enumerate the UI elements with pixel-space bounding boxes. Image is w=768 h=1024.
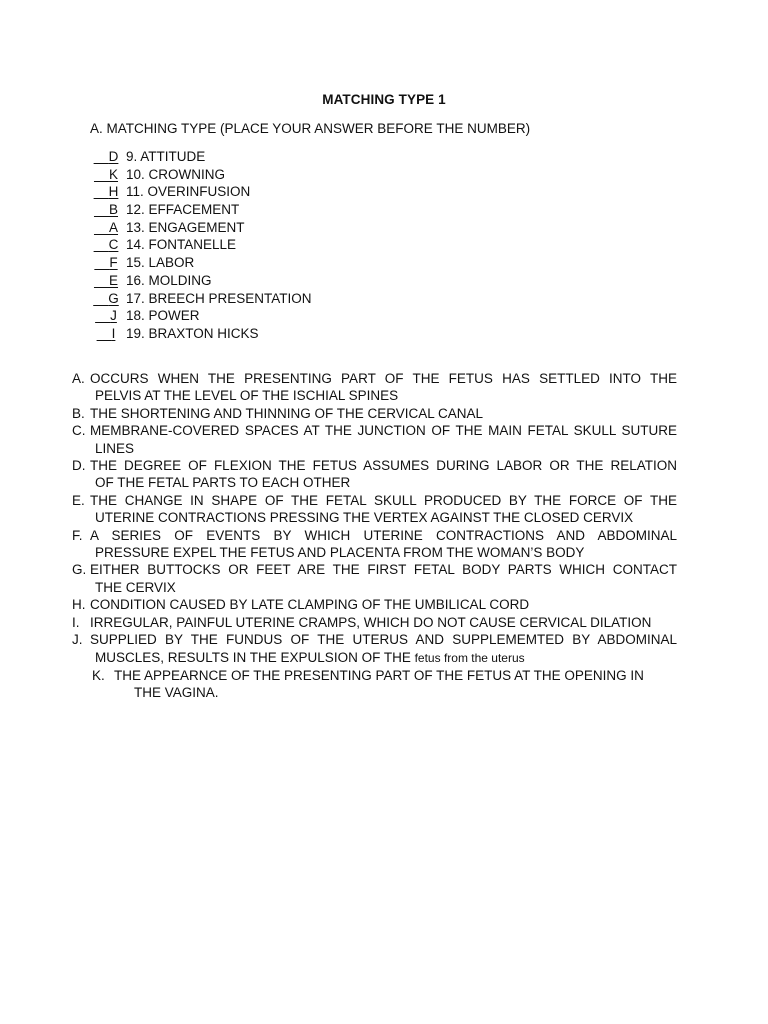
choice-text-line1: OCCURS WHEN THE PRESENTING PART OF THE FETUS HAS SETTLED INTO THE bbox=[90, 371, 677, 386]
choice-text-line2: OF THE FETAL PARTS TO EACH OTHER bbox=[95, 475, 351, 491]
choice-text-line1: THE SHORTENING AND THINNING OF THE CERVICAL CANAL bbox=[90, 405, 484, 421]
choice-letter: C. bbox=[72, 423, 86, 439]
answer-item-label: 12. EFFACEMENT bbox=[126, 202, 240, 218]
choice-letter: K. bbox=[92, 667, 105, 683]
choice-letter: J. bbox=[72, 632, 83, 648]
answer-blank: __ G bbox=[90, 290, 122, 308]
choice-letter: A. bbox=[72, 371, 85, 386]
choice-letter: G. bbox=[72, 562, 87, 578]
answer-row bbox=[90, 236, 312, 254]
answer-item-label: 13. ENGAGEMENT bbox=[126, 219, 245, 235]
choice-letter: F. bbox=[72, 527, 83, 543]
choice-letter: B. bbox=[72, 405, 85, 421]
choice-item-d bbox=[72, 457, 677, 492]
choice-letter: I. bbox=[72, 614, 80, 630]
answer-blank: __ B bbox=[90, 201, 122, 219]
answer-row bbox=[90, 183, 312, 201]
choice-text-line1: A SERIES OF EVENTS BY WHICH UTERINE CONTRACTIONS AND ABDOMINAL bbox=[90, 527, 677, 543]
page-title: MATCHING TYPE 1 bbox=[322, 92, 446, 107]
answer-row bbox=[90, 148, 312, 166]
answer-row bbox=[90, 166, 312, 184]
answer-blank: __ J bbox=[90, 307, 122, 325]
choice-item-e bbox=[72, 492, 677, 527]
choice-item-a bbox=[72, 370, 677, 405]
choice-text-line1: THE CHANGE IN SHAPE OF THE FETAL SKULL PRODUCED BY THE FORCE OF THE bbox=[90, 492, 677, 508]
answer-blank: __ I bbox=[90, 325, 122, 343]
choice-text-line1: THE APPEARNCE OF THE PRESENTING PART OF THE FETUS AT THE OPENING IN bbox=[114, 667, 644, 683]
answer-item-label: 11. OVERINFUSION bbox=[126, 184, 251, 200]
answer-item-label: 15. LABOR bbox=[126, 255, 195, 271]
choice-text-line1: EITHER BUTTOCKS OR FEET ARE THE FIRST FETAL BODY PARTS WHICH CONTACT bbox=[90, 562, 677, 578]
choice-text-line1: CONDITION CAUSED BY LATE CLAMPING OF THE UMBILICAL CORD bbox=[90, 597, 530, 613]
choice-item-h bbox=[72, 596, 677, 613]
choice-text-line2: PRESSURE EXPEL THE FETUS AND PLACENTA FROM THE WOMAN’S BODY bbox=[95, 545, 585, 561]
answer-blank: __ A bbox=[90, 219, 122, 237]
choice-text-line2: THE VAGINA. bbox=[134, 685, 219, 701]
answer-item-label: 14. FONTANELLE bbox=[126, 237, 237, 253]
answer-item-label: 18. POWER bbox=[126, 308, 200, 324]
choice-text-line1: SUPPLIED BY THE FUNDUS OF THE UTERUS AND SUPPLEMEMTED BY ABDOMINAL bbox=[90, 632, 677, 648]
choice-text-line1: IRREGULAR, PAINFUL UTERINE CRAMPS, WHICH DO NOT CAUSE CERVICAL DILATION bbox=[90, 614, 652, 630]
choice-item-f bbox=[72, 527, 677, 562]
choice-list bbox=[72, 370, 677, 702]
answer-item-label: 16. MOLDING bbox=[126, 272, 212, 288]
answer-list bbox=[90, 148, 312, 343]
answer-blank: __ D bbox=[90, 148, 122, 166]
answer-item-label: 19. BRAXTON HICKS bbox=[126, 325, 259, 341]
choice-text-line1: MEMBRANE-COVERED SPACES AT THE JUNCTION OF THE MAIN FETAL SKULL SUTURE bbox=[90, 423, 677, 439]
answer-blank: __ C bbox=[90, 236, 122, 254]
answer-item-label: 9. ATTITUDE bbox=[126, 149, 206, 164]
choice-text-line2: UTERINE CONTRACTIONS PRESSING THE VERTEX AGAINST THE CLOSED CERVIX bbox=[95, 510, 634, 526]
choice-item-j bbox=[72, 631, 677, 667]
answer-blank: __ H bbox=[90, 183, 122, 201]
answer-item-label: 10. CROWNING bbox=[126, 166, 226, 182]
choice-text-line2: LINES bbox=[95, 440, 135, 456]
answer-row bbox=[90, 254, 312, 272]
choice-text-line2: PELVIS AT THE LEVEL OF THE ISCHIAL SPINES bbox=[95, 388, 399, 404]
choice-text-line1: THE DEGREE OF FLEXION THE FETUS ASSUMES DURING LABOR OR THE RELATION bbox=[90, 458, 677, 474]
choice-item-g bbox=[72, 561, 677, 596]
answer-row bbox=[90, 219, 312, 237]
answer-row bbox=[90, 201, 312, 219]
choice-text-line2-tail: fetus from the uterus bbox=[414, 650, 525, 665]
answer-blank: __ K bbox=[90, 166, 122, 184]
answer-blank: __ E bbox=[90, 272, 122, 290]
answer-blank: __ F bbox=[90, 254, 122, 272]
answer-row bbox=[90, 272, 312, 290]
choice-letter: D. bbox=[72, 458, 86, 474]
choice-letter: H. bbox=[72, 597, 86, 613]
answer-item-label: 17. BREECH PRESENTATION bbox=[126, 290, 312, 306]
choice-item-k bbox=[72, 667, 677, 702]
choice-item-c bbox=[72, 422, 677, 457]
choice-item-b bbox=[72, 405, 677, 422]
instruction-text: A. MATCHING TYPE (PLACE YOUR ANSWER BEFORE THE NUMBER) bbox=[90, 121, 531, 136]
answer-row bbox=[90, 290, 312, 308]
choice-item-i bbox=[72, 614, 677, 631]
choice-text-line2 bbox=[72, 649, 677, 667]
answer-row bbox=[90, 325, 312, 343]
choice-letter: E. bbox=[72, 492, 85, 508]
choice-text-line2: THE CERVIX bbox=[95, 579, 176, 595]
choice-text-line2-main: MUSCLES, RESULTS IN THE EXPULSION OF THE bbox=[95, 649, 411, 665]
answer-row bbox=[90, 307, 312, 325]
